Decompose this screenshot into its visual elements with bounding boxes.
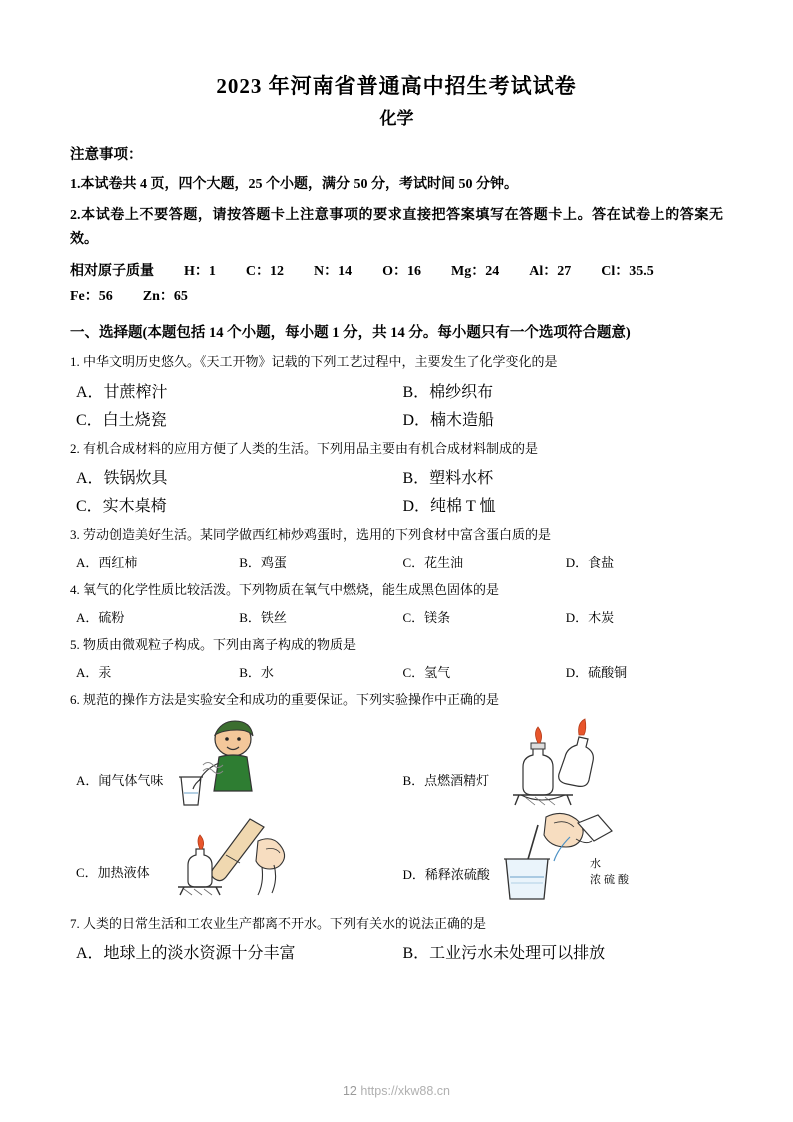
question-3-option-d[interactable]: D．食盐 <box>565 555 615 571</box>
question-3-options <box>70 552 723 571</box>
question-2-option-c[interactable]: C．实木桌椅 <box>76 498 167 516</box>
question-6 <box>70 690 723 905</box>
question-1-option-c[interactable]: C．白土烧瓷 <box>76 411 167 429</box>
question-2-option-a[interactable]: A．铁锅炊具 <box>76 470 168 488</box>
question-7-options <box>70 940 723 963</box>
atomic-mass-cl: Cl：35.5 <box>601 263 654 279</box>
notice-item-2: 2.本试卷上不要答题，请按答题卡上注意事项的要求直接把答案填写在答题卡上。答在试卷上的答案无效。 <box>70 207 723 247</box>
question-6-option-a[interactable] <box>70 717 397 809</box>
heat-liquid-illustration <box>150 809 294 901</box>
question-6-number: 6. <box>70 691 80 707</box>
question-3-number: 3. <box>70 527 80 543</box>
question-2-number: 2. <box>70 440 80 456</box>
question-5-option-a[interactable]: A．汞 <box>76 664 112 680</box>
question-5-number: 5. <box>70 637 80 653</box>
atomic-mass-o: O：16 <box>382 263 422 279</box>
question-4-option-b[interactable]: B．铁丝 <box>239 610 287 626</box>
question-6-options <box>70 717 723 905</box>
question-7 <box>70 914 723 964</box>
question-4 <box>70 580 723 626</box>
question-4-option-a[interactable]: A．硫粉 <box>76 610 125 626</box>
question-4-stem: 4. 氧气的化学性质比较活泼。下列物质在氧气中燃烧，能生成黑色固体的是 <box>70 582 500 598</box>
question-7-option-a[interactable]: A．地球上的淡水资源十分丰富 <box>76 945 296 963</box>
question-2-option-d[interactable]: D．纯棉 T 恤 <box>402 498 496 516</box>
question-6-option-a-label: A．闻气体气味 <box>76 773 164 789</box>
watermark-url: https://xkw88.cn <box>360 1084 450 1098</box>
question-3-option-c[interactable]: C．花生油 <box>402 555 464 571</box>
atomic-mass-h: H：1 <box>184 263 216 279</box>
question-6-option-b-label: B．点燃酒精灯 <box>402 773 490 789</box>
question-6-option-d-label: D．稀释浓硫酸 <box>402 867 490 883</box>
atomic-mass-zn: Zn：65 <box>142 288 188 304</box>
question-6-stem: 6. 规范的操作方法是实验安全和成功的重要保证。下列实验操作中正确的是 <box>70 691 500 707</box>
subject-title: 化学 <box>379 109 414 128</box>
question-1-option-d[interactable]: D．楠木造船 <box>402 411 495 429</box>
question-7-option-b[interactable]: B．工业污水未处理可以排放 <box>402 945 606 963</box>
question-1 <box>70 352 723 430</box>
question-3 <box>70 525 723 571</box>
page-footer <box>0 1084 793 1098</box>
question-1-stem: 1. 中华文明历史悠久。《天工开物》记载的下列工艺过程中，主要发生了化学变化的是 <box>70 353 558 369</box>
question-5-option-d[interactable]: D．硫酸铜 <box>565 664 628 680</box>
atomic-mass-n: N：14 <box>314 263 353 279</box>
question-5-option-b[interactable]: B．水 <box>239 664 274 680</box>
question-6-option-c[interactable] <box>70 809 397 901</box>
page-number: 12 <box>342 1084 357 1098</box>
question-5-options <box>70 662 723 681</box>
atomic-mass-label: 相对原子质量 <box>70 263 154 279</box>
question-5 <box>70 635 723 681</box>
page-title: 2023 年河南省普通高中招生考试试卷 <box>216 74 577 98</box>
question-2-options <box>70 465 723 516</box>
question-3-option-b[interactable]: B．鸡蛋 <box>239 555 287 571</box>
atomic-mass-c: C：12 <box>245 263 285 279</box>
question-2 <box>70 439 723 517</box>
question-1-number: 1. <box>70 353 80 369</box>
notice-heading: 注意事项： <box>70 147 143 163</box>
question-7-stem: 7. 人类的日常生活和工农业生产都离不开水。下列有关水的说法正确的是 <box>70 915 487 931</box>
svg-text:硫: 硫 <box>603 873 615 886</box>
smell-gas-illustration <box>163 717 297 809</box>
atomic-mass-line <box>70 259 723 309</box>
question-1-option-a[interactable]: A．甘蔗榨汁 <box>76 383 168 401</box>
question-3-stem: 3. 劳动创造美好生活。某同学做西红柿炒鸡蛋时，选用的下列食材中富含蛋白质的是 <box>70 527 552 543</box>
question-6-option-b[interactable] <box>397 717 724 809</box>
atomic-mass-fe: Fe：56 <box>70 288 113 304</box>
question-1-options <box>70 379 723 430</box>
svg-text:水: 水 <box>589 857 601 870</box>
question-7-number: 7. <box>70 915 80 931</box>
light-alcohol-lamp-illustration <box>489 717 613 809</box>
question-2-option-b[interactable]: B．塑料水杯 <box>402 470 494 488</box>
svg-text:浓: 浓 <box>589 873 601 886</box>
question-4-option-c[interactable]: C．镁条 <box>402 610 451 626</box>
question-3-option-a[interactable]: A．西红柿 <box>76 555 138 571</box>
question-4-options <box>70 607 723 626</box>
question-1-option-b[interactable]: B．棉纱织布 <box>402 383 494 401</box>
atomic-mass-mg: Mg：24 <box>451 263 500 279</box>
question-2-stem: 2. 有机合成材料的应用方便了人类的生活。下列用品主要由有机合成材料制成的是 <box>70 440 539 456</box>
question-4-number: 4. <box>70 582 80 598</box>
svg-text:酸: 酸 <box>617 873 629 886</box>
question-6-option-d[interactable] <box>397 809 724 905</box>
section-heading: 一、选择题(本题包括 14 个小题，每小题 1 分，共 14 分。每小题只有一个选项符合题意) <box>70 324 631 341</box>
question-5-option-c[interactable]: C．氢气 <box>402 664 451 680</box>
question-4-option-d[interactable]: D．木炭 <box>565 610 615 626</box>
dilute-sulfuric-acid-illustration <box>490 809 644 905</box>
question-6-option-c-label: C．加热液体 <box>76 865 150 881</box>
atomic-mass-al: Al：27 <box>529 263 572 279</box>
question-5-stem: 5. 物质由微观粒子构成。下列由离子构成的物质是 <box>70 637 357 653</box>
notice-item-1: 1.本试卷共 4 页，四个大题，25 个小题，满分 50 分，考试时间 50 分钟。 <box>70 177 518 192</box>
